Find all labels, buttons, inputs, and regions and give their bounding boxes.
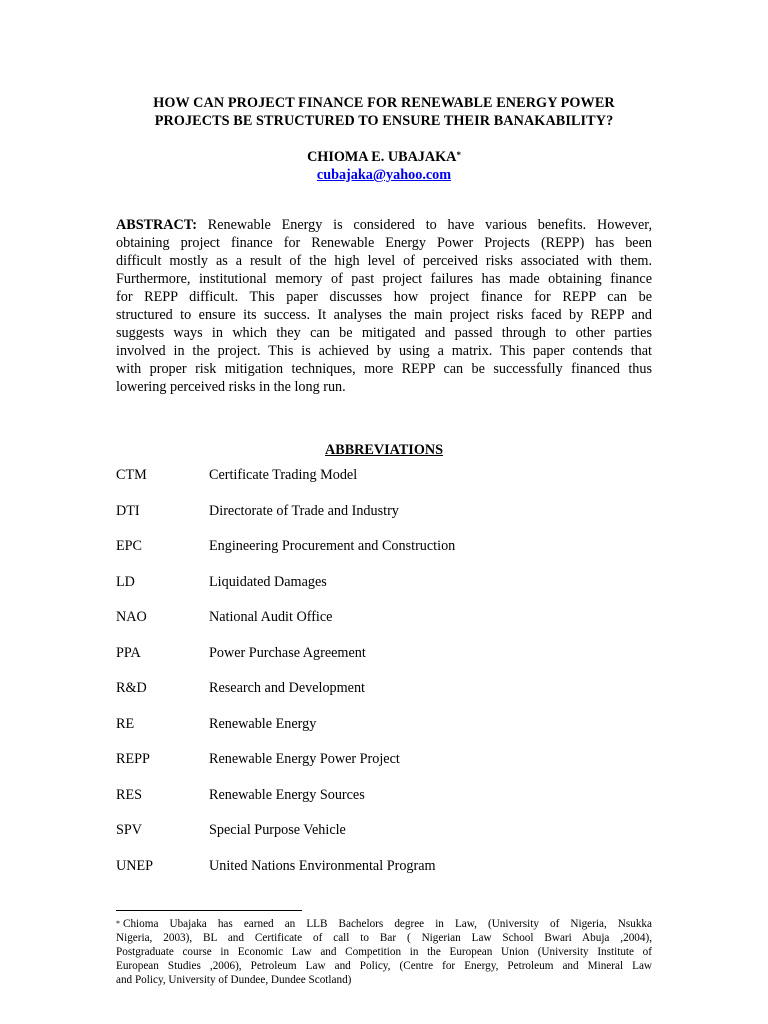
abstract-line: involved in the project. This is achieved by using a matrix. This paper contends that xyxy=(116,343,652,359)
abstract-line: difficult mostly as a result of the high level of perceived risks associated with them. xyxy=(116,253,652,269)
footnote-line: * Chioma Ubajaka has earned an LLB Bachelors degree in Law, (University of Nigeria, Nsukka xyxy=(116,918,652,930)
abstract-line: Furthermore, institutional memory of past project failures has made obtaining finance xyxy=(116,271,652,287)
abbreviation-description: National Audit Office xyxy=(209,609,333,625)
abbreviations-heading: ABBREVIATIONS xyxy=(325,442,443,458)
footnote-line: Nigeria, 2003), BL and Certificate of call to Bar ( Nigerian Law School Bwari Abuja ,2004), xyxy=(116,931,652,944)
abbreviation-row xyxy=(116,608,676,644)
abbreviation-code: CTM xyxy=(116,467,147,483)
abbreviation-row xyxy=(116,537,676,573)
abbreviation-row xyxy=(116,644,676,680)
abbreviation-description: Research and Development xyxy=(209,680,366,696)
abbreviation-row xyxy=(116,821,676,857)
abbreviation-row xyxy=(116,466,676,502)
paper-title-line-1: HOW CAN PROJECT FINANCE FOR RENEWABLE ENERGY POWER xyxy=(153,95,615,111)
abbreviation-code: REPP xyxy=(116,751,150,767)
footnote-marker: * xyxy=(116,919,120,928)
abbreviation-row xyxy=(116,679,676,715)
author-name: CHIOMA E. UBAJAKA xyxy=(307,149,457,165)
abbreviation-row xyxy=(116,750,676,786)
abstract-line: with proper risk mitigation techniques, more REPP can be successfully financed thus xyxy=(116,361,652,377)
abstract-line: obtaining project finance for Renewable Energy Power Projects (REPP) has been xyxy=(116,235,652,251)
abbreviation-code: NAO xyxy=(116,609,147,625)
abbreviation-code: LD xyxy=(116,573,135,590)
abbreviation-row xyxy=(116,857,676,893)
abstract-line: lowering perceived risks in the long run. xyxy=(116,379,346,395)
abbreviation-row xyxy=(116,573,676,609)
abbreviation-description: Power Purchase Agreement xyxy=(209,644,366,661)
abbreviation-row xyxy=(116,502,676,538)
abbreviation-description: Directorate of Trade and Industry xyxy=(209,502,399,519)
abbreviation-code: R&D xyxy=(116,680,147,696)
abbreviation-description: Renewable Energy Sources xyxy=(209,786,365,803)
author-email-link[interactable]: cubajaka@yahoo.com xyxy=(316,167,452,183)
abbreviation-code: EPC xyxy=(116,538,143,554)
abbreviation-code: PPA xyxy=(116,644,141,661)
abstract-line: suggests ways in which they can be mitigated and passed through to other parties xyxy=(116,325,652,341)
abbreviations-list xyxy=(116,466,676,892)
abbreviation-description: Renewable Energy xyxy=(209,715,317,732)
abbreviation-description: United Nations Environmental Program xyxy=(209,857,436,874)
footnote xyxy=(116,918,652,988)
abbreviation-code: SPV xyxy=(116,822,143,838)
footnote-line: Postgraduate course in Economic Law and Competition in the European Union (University Institute of xyxy=(116,945,652,958)
author-email-line xyxy=(0,166,768,184)
paper-title xyxy=(90,94,678,130)
abbreviation-row xyxy=(116,715,676,751)
abbreviation-code: RE xyxy=(116,715,135,732)
abbreviation-description: Certificate Trading Model xyxy=(209,467,358,483)
abbreviation-code: DTI xyxy=(116,502,140,519)
abbreviation-code: UNEP xyxy=(116,857,154,874)
abbreviation-description: Liquidated Damages xyxy=(209,573,327,590)
abstract-line: ABSTRACT: Renewable Energy is considered to have various benefits. However, xyxy=(116,217,652,233)
author-line xyxy=(0,148,768,166)
abstract-label: ABSTRACT: xyxy=(116,217,197,233)
abbreviation-code: RES xyxy=(116,786,143,803)
footnote-line: European Studies ,2006), Petroleum Law and Policy, (Centre for Energy, Petroleum and Mineral Law xyxy=(116,959,652,972)
abbreviation-description: Special Purpose Vehicle xyxy=(209,822,346,838)
abstract-line: structured to ensure its success. It analyses the main project risks faced by REPP and xyxy=(116,307,652,323)
footnote-separator xyxy=(116,910,302,911)
abbreviation-description: Engineering Procurement and Construction xyxy=(209,538,456,554)
abstract-line: for REPP difficult. This paper discusses how project finance for REPP can be xyxy=(116,289,652,305)
footnote-line: and Policy, University of Dundee, Dundee Scotland) xyxy=(116,973,352,986)
abbreviation-description: Renewable Energy Power Project xyxy=(209,751,400,767)
paper-title-line-2: PROJECTS BE STRUCTURED TO ENSURE THEIR BANAKABILITY? xyxy=(154,113,614,129)
abstract-paragraph xyxy=(116,216,652,396)
abbreviation-row xyxy=(116,786,676,822)
author-footnote-marker: * xyxy=(456,150,461,160)
